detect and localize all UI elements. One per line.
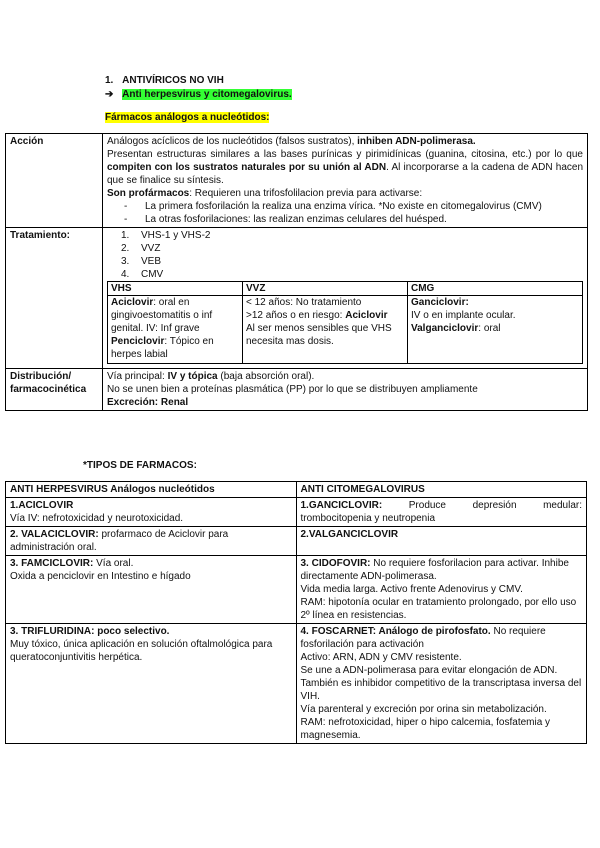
subtable-header-vvz: VVZ: [243, 282, 408, 296]
accion-p2: [107, 148, 583, 187]
ganciclovir-desc: Produce depresión medular: trombocitopenia y neutropenia: [300, 500, 582, 524]
accion-row: [6, 134, 588, 228]
accion-label: Acción: [6, 134, 103, 228]
distribucion-label: Distribución/ farmacocinética: [6, 369, 103, 411]
aciclovir-desc: Vía IV: nefrotoxicidad y neurotoxicidad.: [10, 513, 184, 524]
list-item: 1. VHS-1 y VHS-2: [121, 230, 211, 241]
subtitle: Anti herpesvirus y citomegalovirus.: [122, 89, 292, 100]
subtable-header-cmg: CMG: [408, 282, 583, 296]
tratamiento-row: [6, 228, 588, 369]
valganciclovir-line: Valganciclovir: oral: [411, 323, 501, 334]
valaciclovir-title: 2. VALACICLOVIR:: [10, 529, 99, 540]
aciclovir-cell: [6, 498, 297, 527]
virus-subtable: [107, 281, 583, 364]
accion-p3: [107, 187, 583, 200]
ganciclovir-text: IV o en implante ocular.: [411, 310, 516, 321]
accion-p2-end: . Al incorporarse a la cadena de ADN hacen que se finalice su síntesis.: [107, 162, 584, 186]
list-item: 2. VVZ: [121, 243, 161, 254]
valganciclovir-title: 2.VALGANCICLOVIR: [300, 529, 399, 540]
cidofovir-desc-2: Vida media larga. Activo frente Adenovirus y CMV.: [300, 584, 523, 595]
arrow-icon: ➔: [105, 89, 114, 100]
types-header-right: ANTI CITOMEGALOVIRUS: [296, 482, 587, 498]
tratamiento-list: [121, 229, 583, 281]
distribucion-row: [6, 369, 588, 411]
distribucion-l1: Vía principal: IV y tópica (baja absorción oral).: [107, 371, 315, 382]
vvz-line-2: >12 años o en riesgo: Aciclovir: [246, 310, 388, 321]
cidofovir-title: 3. CIDOFOVIR:: [300, 558, 371, 569]
valaciclovir-cell: [6, 527, 297, 556]
distribucion-content: [103, 369, 588, 411]
aciclovir-title: 1.ACICLOVIR: [10, 500, 74, 511]
cidofovir-cell: [296, 556, 587, 624]
cidofovir-desc-1: No requiere fosforilacion para activar. Inhibe directamente ADN-polimerasa.: [300, 558, 569, 582]
trifluridina-title: 3. TRIFLURIDINA: poco selectivo.: [10, 626, 170, 637]
tratamiento-label: Tratamiento:: [6, 228, 103, 369]
list-item: 4. CMV: [121, 269, 164, 280]
valganciclovir-cell: [296, 527, 587, 556]
subtitle-line: [105, 88, 292, 101]
section-title-text: Fármacos análogos a nucleótidos:: [105, 112, 270, 123]
heading-title: ANTIVÍRICOS NO VIH: [122, 75, 224, 86]
subtable-cell-vhs: [108, 296, 243, 364]
foscarnet-desc-3: Se une a ADN-polimerasa para evitar elongación de ADN. También es inhibidor competitivo de la transcriptasa inversa del VIH.: [300, 665, 582, 702]
ganciclovir-label: Ganciclovir:: [411, 297, 469, 308]
types-heading: *TIPOS DE FARMACOS:: [83, 460, 197, 471]
famciclovir-desc-2: Oxida a penciclovir en Intestino e hígado: [10, 571, 191, 582]
ganciclovir-title: 1.GANCICLOVIR:: [300, 500, 383, 511]
cidofovir-desc-3: RAM: hipotonía ocular en tratamiento prolongado, por ello uso 2º línea en resistencias.: [300, 597, 577, 621]
famciclovir-cell: [6, 556, 297, 624]
accion-p2-bold: compiten con los sustratos naturales por su unión al ADN: [107, 162, 387, 173]
aciclovir-label: Aciclovir: [111, 297, 154, 308]
vvz-line-1: < 12 años: No tratamiento: [246, 297, 362, 308]
accion-p1-bold: inhiben ADN-polimerasa.: [357, 136, 476, 147]
foscarnet-desc-5: RAM: nefrotoxicidad, hiper o hipo calcemia, fosfatemia y magnesemia.: [300, 717, 551, 741]
section-title: [105, 111, 269, 124]
trifluridina-cell: [6, 624, 297, 744]
penciclovir-label: Penciclovir: [111, 336, 165, 347]
subtable-header-vhs: VHS: [108, 282, 243, 296]
subtable-cell-cmg: [408, 296, 583, 364]
foscarnet-title: 4. FOSCARNET: Análogo de pirofosfato.: [300, 626, 491, 637]
types-table: [5, 481, 587, 744]
subtable-cell-vvz: [243, 296, 408, 364]
ganciclovir-cell: [296, 498, 587, 527]
heading-number: 1.: [105, 75, 114, 86]
accion-p1-text: Análogos acíclicos de los nucleótidos (falsos sustratos),: [107, 136, 358, 147]
valaciclovir-desc: profarmaco de Aciclovir para administración oral.: [10, 529, 229, 553]
accion-bullet-2: - La otras fosforilaciones: las realizan enzimas celulares del huésped.: [107, 213, 583, 226]
accion-p3-text: : Requieren una trifosfolilacion previa para activarse:: [189, 188, 423, 199]
accion-p3-bold: Son profármacos: [107, 188, 190, 199]
vvz-line-3: Al ser menos sensibles que VHS necesita mas dosis.: [246, 323, 392, 347]
foscarnet-desc-2: Activo: ARN, ADN y CMV resistente.: [300, 652, 462, 663]
accion-content: [103, 134, 588, 228]
main-table: [5, 133, 588, 411]
accion-bullets: [107, 200, 583, 226]
foscarnet-desc-1: No requiere fosforilación para activación: [300, 626, 546, 650]
tratamiento-content: [103, 228, 588, 369]
penciclovir-text: : Tópico en herpes labial: [111, 336, 214, 360]
accion-p2-text: Presentan estructuras similares a las bases purínicas y pirimidínicas (guanina, citosina, etc.) por lo que: [107, 149, 583, 160]
trifluridina-desc: Muy tóxico, única aplicación en solución oftalmológica para queratoconjuntivitis herpética.: [10, 639, 273, 663]
foscarnet-desc-4: Vía parenteral y excreción por orina sin metabolización.: [300, 704, 547, 715]
section-heading: [105, 74, 224, 87]
distribucion-l2: No se unen bien a proteínas plasmática (PP) por lo que se distribuyen ampliamente: [107, 384, 478, 395]
types-header-left: ANTI HERPESVIRUS Análogos nucleótidos: [6, 482, 297, 498]
famciclovir-title: 3. FAMCICLOVIR:: [10, 558, 94, 569]
list-item: 3. VEB: [121, 256, 162, 267]
famciclovir-desc-1: Vía oral.: [93, 558, 134, 569]
accion-bullet-1: - La primera fosforilación la realiza una enzima vírica. *No existe en citomegalovirus (CMV): [107, 200, 583, 213]
foscarnet-cell: [296, 624, 587, 744]
distribucion-l3: Excreción: Renal: [107, 397, 189, 408]
aciclovir-text: : oral en gingivoestomatitis o inf genital. IV: Inf grave: [111, 297, 213, 334]
accion-p1: [107, 135, 583, 148]
